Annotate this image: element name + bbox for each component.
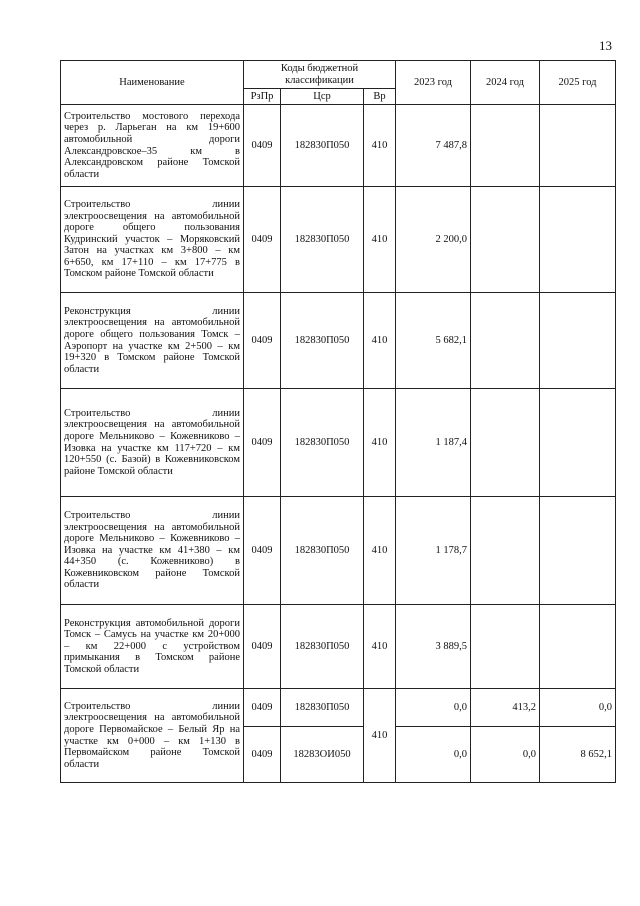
table-row [61,689,616,727]
row-2024 [471,293,540,389]
row-2025 [540,605,616,689]
header-name: Наименование [61,61,244,105]
row-2023: 2 200,0 [396,187,471,293]
row-2024: 413,2 [471,689,540,727]
row-2025 [540,497,616,605]
row-2023: 0,0 [396,689,471,727]
row-2025 [540,105,616,187]
row-2024 [471,389,540,497]
row-2025 [540,293,616,389]
budget-table [60,60,616,783]
row-2025: 8 652,1 [540,727,616,783]
row-vr: 410 [364,689,396,783]
row-csr: 182830П050 [281,105,364,187]
row-vr: 410 [364,293,396,389]
header-2024: 2024 год [471,61,540,105]
row-2024 [471,605,540,689]
row-csr: 18283ОИ050 [281,727,364,783]
row-2024 [471,105,540,187]
row-rzpr: 0409 [244,105,281,187]
row-2025 [540,389,616,497]
row-vr: 410 [364,389,396,497]
table-row [61,605,616,689]
header-codes: Коды бюджетной классификации [244,61,396,89]
header-rzpr: РзПр [244,89,281,105]
row-csr: 182830П050 [281,187,364,293]
row-2023: 3 889,5 [396,605,471,689]
row-2023: 0,0 [396,727,471,783]
row-csr: 182830П050 [281,389,364,497]
row-2023: 1 178,7 [396,497,471,605]
header-2025: 2025 год [540,61,616,105]
page-number: 13 [599,38,612,53]
header-2023: 2023 год [396,61,471,105]
row-csr: 182830П050 [281,293,364,389]
row-name: Строительство линии электроосвещения на автомобильной дороге Мельниково – Кожевниково – Изовка на участке км 117+720 – км 120+550 (с. Базой) в Кожевниковском районе Томской области [61,389,244,497]
row-2023: 1 187,4 [396,389,471,497]
table-row [61,187,616,293]
row-csr: 182830П050 [281,689,364,727]
table-row [61,497,616,605]
row-2023: 7 487,8 [396,105,471,187]
row-rzpr: 0409 [244,187,281,293]
row-rzpr: 0409 [244,497,281,605]
row-name: Строительство линии электроосвещения на автомобильной дороге Мельниково – Кожевниково – Изовка на участке км 41+380 – км 44+350 (с. Кожевниково) в Кожевниковском районе Томской области [61,497,244,605]
table-row [61,105,616,187]
row-vr: 410 [364,187,396,293]
row-2025 [540,187,616,293]
row-vr: 410 [364,105,396,187]
table-row [61,389,616,497]
header-vr: Вр [364,89,396,105]
row-name: Строительство линии электроосвещения на автомобильной дороге Первомайское – Белый Яр на участке км 0+000 – км 1+130 в Первомайском районе Томской области [61,689,244,783]
row-rzpr: 0409 [244,605,281,689]
row-2025: 0,0 [540,689,616,727]
table-row [61,293,616,389]
row-name: Строительство мостового перехода через р. Ларьеган на км 19+600 автомобильной дороги Александровское–35 км в Александровском районе Томской области [61,105,244,187]
row-vr: 410 [364,605,396,689]
row-rzpr: 0409 [244,689,281,727]
row-rzpr: 0409 [244,389,281,497]
row-2023: 5 682,1 [396,293,471,389]
row-name: Реконструкция линии электроосвещения на автомобильной дороге общего пользования Томск – Аэропорт на участке км 2+500 – км 19+320 в Томском районе Томской области [61,293,244,389]
row-csr: 182830П050 [281,605,364,689]
header-csr: Цср [281,89,364,105]
row-rzpr: 0409 [244,293,281,389]
row-rzpr: 0409 [244,727,281,783]
row-csr: 182830П050 [281,497,364,605]
row-name: Строительство линии электроосвещения на автомобильной дороге общего пользования Кудринский участок – Моряковский Затон на участках км 3+800 – км 6+650, км 17+110 – км 17+775 в Томском районе Томской области [61,187,244,293]
row-vr: 410 [364,497,396,605]
row-2024 [471,497,540,605]
row-name: Реконструкция автомобильной дороги Томск – Самусь на участке км 20+000 – км 22+000 с устройством примыкания в Томском районе Томской области [61,605,244,689]
row-2024 [471,187,540,293]
row-2024: 0,0 [471,727,540,783]
